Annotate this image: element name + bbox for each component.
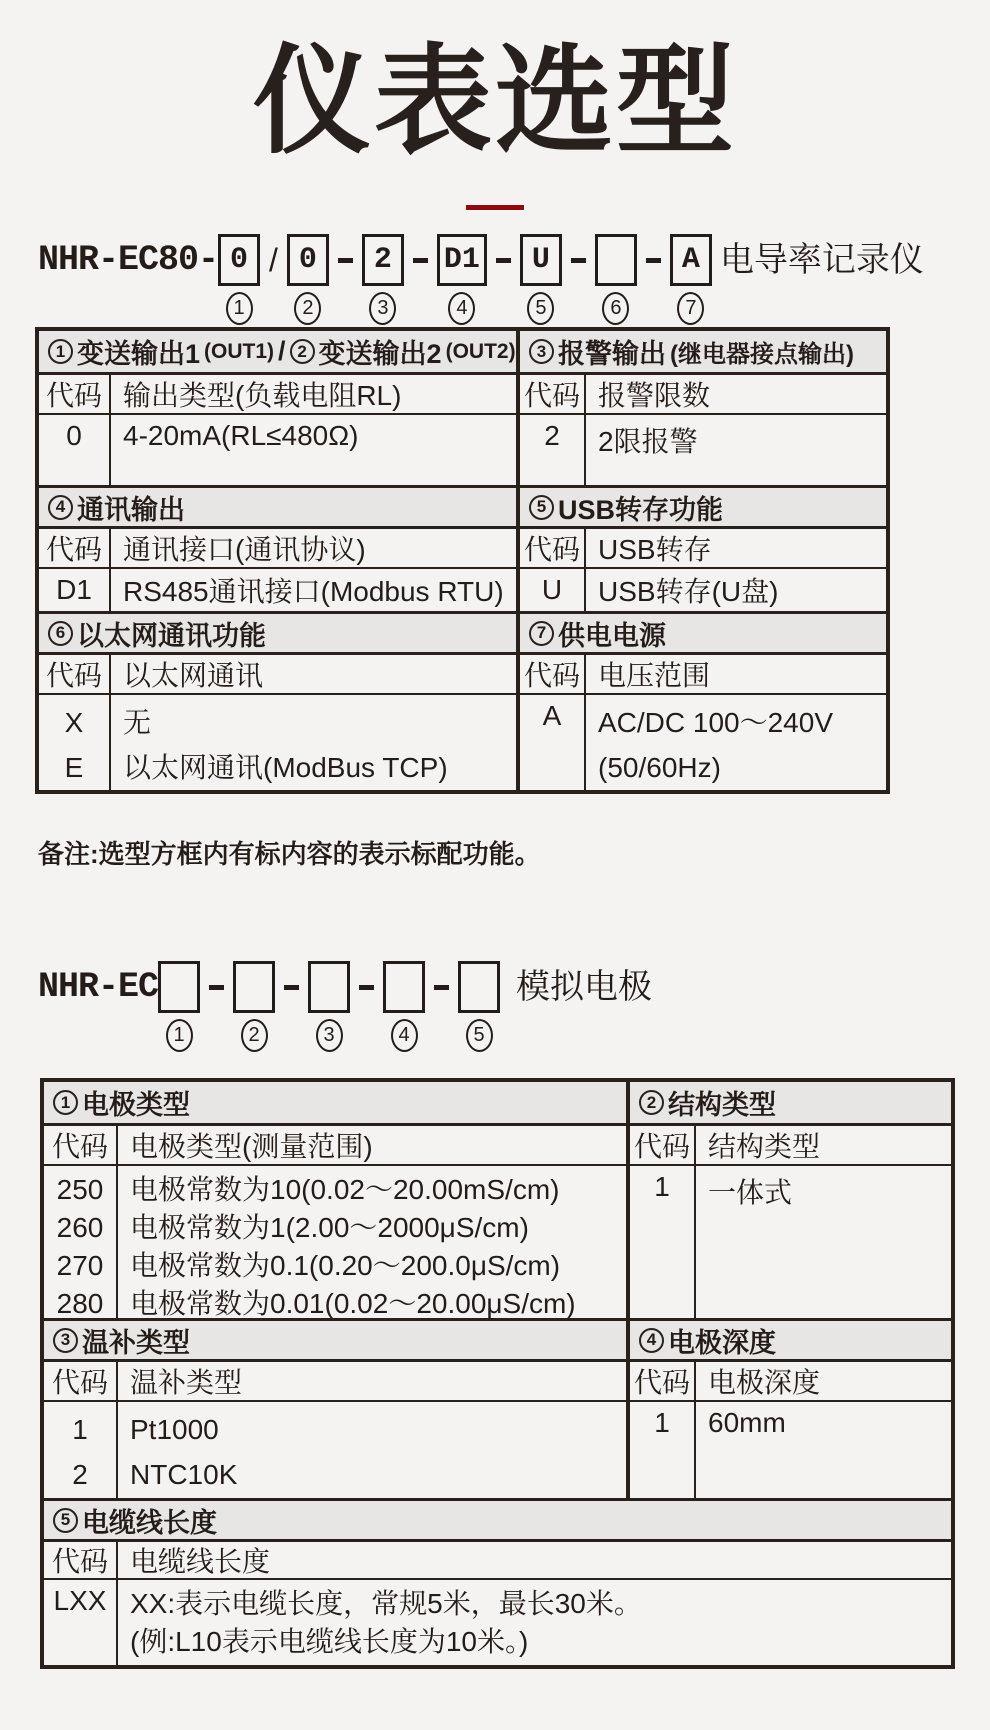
t1-s7-title: 供电电源 (558, 620, 666, 651)
t2-s4-code-value: 1 (626, 1402, 696, 1498)
dash-bar (571, 258, 586, 263)
circled-1-icon: 1 (48, 339, 73, 364)
circled-digit-2: 2 (241, 1019, 268, 1052)
code-unit-1 (158, 961, 200, 1052)
code-box-1: 0 (218, 234, 260, 286)
slash-text: / (269, 241, 278, 278)
t1-s12-title-a-sub: (OUT1) (204, 339, 275, 363)
t2-s1-desc-270: 电极常数为0.1(0.20～200.0μS/cm) (130, 1250, 561, 1282)
code-unit-5 (458, 961, 500, 1052)
t1-s6-title: 以太网通讯功能 (77, 620, 266, 651)
t2-s4-title: 电极深度 (668, 1327, 776, 1358)
t1-s6-code-x: X (64, 707, 84, 739)
t1-s3-title: 报警输出 (558, 339, 666, 370)
t1-s5-code-header: 代码 (516, 529, 586, 569)
t2-s1-desc-280: 电极常数为0.01(0.02～20.00μS/cm) (130, 1288, 576, 1319)
t2-s5-code-header: 代码 (44, 1542, 118, 1580)
code-unit-4 (383, 961, 425, 1052)
t1-s12-title-b-sub: (OUT2) (445, 339, 516, 363)
t2-s3-code-values (44, 1402, 118, 1498)
circled-5-icon: 5 (53, 1508, 78, 1533)
t2-s5-desc-values (118, 1580, 951, 1665)
circled-7-icon: 7 (529, 621, 554, 646)
circled-digit-3: 3 (316, 1019, 343, 1052)
dash-bar (209, 985, 224, 990)
t2-s3-desc-2: NTC10K (130, 1459, 238, 1491)
t1-s5-desc-header: USB转存 (586, 529, 886, 569)
code-unit-5 (520, 234, 562, 325)
dash-separator (646, 234, 661, 286)
dash-separator (496, 234, 511, 286)
t2-s2-title: 结构类型 (668, 1090, 776, 1121)
t1-s6-desc-x: 无 (123, 707, 152, 739)
t2-s4-code-header: 代码 (626, 1362, 696, 1402)
t2-s3-code-1: 1 (72, 1414, 88, 1446)
t1-s5-desc-value: USB转存(U盘) (598, 576, 779, 608)
dash-bar (434, 985, 449, 990)
code-unit-3 (308, 961, 350, 1052)
note-text: 备注:选型方框内有标内容的表示标配功能。 (38, 839, 541, 870)
t2-s3-desc-values (118, 1402, 626, 1498)
t2-s2-code-header: 代码 (626, 1126, 696, 1166)
circled-3-icon: 3 (529, 339, 554, 364)
circled-3-icon: 3 (53, 1328, 78, 1353)
recorder-model-suffix: 电导率记录仪 (719, 241, 924, 280)
dash-separator (571, 234, 586, 286)
t2-s4-desc-value: 60mm (708, 1407, 786, 1439)
circled-4-icon: 4 (48, 495, 73, 520)
t2-s2-desc-value: 一体式 (708, 1177, 793, 1209)
t1-s3-desc-value: 2限报警 (598, 426, 698, 458)
t2-section-tempcomp-header (44, 1318, 626, 1362)
circled-digit-1: 1 (166, 1019, 193, 1052)
t1-s3-title-sub: (继电器接点输出) (670, 341, 854, 369)
code-unit-2 (287, 234, 329, 325)
t2-s3-code-header: 代码 (44, 1362, 118, 1402)
t1-s3-code-header: 代码 (516, 375, 586, 415)
circled-digit-1: 1 (226, 292, 253, 325)
dash-separator (284, 961, 299, 1013)
t2-s1-code-250: 250 (56, 1174, 104, 1206)
t1-s4-code-value: D1 (39, 569, 111, 611)
electrode-selection-table (40, 1078, 955, 1669)
t1-s12-desc-value: 4-20mA(RL≤480Ω) (123, 420, 359, 452)
t2-s5-title: 电缆线长度 (82, 1507, 217, 1538)
t1-s7-code-header: 代码 (516, 655, 586, 695)
t2-s5-cable-desc: XX:表示电缆长度，常规5米，最长30米。 (130, 1588, 642, 1620)
t1-s7-voltage: AC/DC 100～240V (598, 707, 834, 739)
circled-digit-4: 4 (391, 1019, 418, 1052)
circled-2-icon: 2 (639, 1090, 664, 1115)
t1-s7-code-value: A (516, 695, 586, 790)
t1-section-ethernet-header (39, 611, 516, 655)
electrode-model-prefix: NHR-EC (38, 967, 159, 1008)
dash-bar (359, 985, 374, 990)
t2-section-structure-header (626, 1082, 951, 1126)
code-box-2: 0 (287, 234, 329, 286)
code-box-4 (383, 961, 425, 1013)
t1-s7-frequency: (50/60Hz) (598, 752, 721, 784)
t2-s5-desc-header: 电缆线长度 (118, 1542, 951, 1580)
dash-bar (284, 985, 299, 990)
circled-digit-7: 7 (677, 292, 704, 325)
t2-s5-code-value: LXX (44, 1580, 118, 1665)
code-box-4: D1 (437, 234, 487, 286)
page-title: 仪表选型 (252, 36, 737, 168)
t2-s4-desc-header: 电极深度 (696, 1362, 951, 1402)
t2-s3-title: 温补类型 (82, 1327, 190, 1358)
t1-s12-title-b: 变送输出2 (318, 339, 442, 370)
t1-s4-code-header: 代码 (39, 529, 111, 569)
red-divider (466, 205, 524, 210)
t2-s1-desc-values (118, 1166, 626, 1318)
t1-s12-code-header: 代码 (39, 375, 111, 415)
t1-section-alarm-header (516, 331, 886, 375)
dash-bar (413, 258, 428, 263)
t1-s4-title: 通讯输出 (77, 494, 185, 525)
code-box-2 (233, 961, 275, 1013)
t1-s6-code-e: E (64, 752, 84, 784)
t2-section-depth-header (626, 1318, 951, 1362)
t2-s1-code-header: 代码 (44, 1126, 118, 1166)
t1-section-power-header (516, 611, 886, 655)
circled-2-icon: 2 (290, 339, 315, 364)
t2-s1-desc-250: 电极常数为10(0.02～20.00mS/cm) (130, 1174, 560, 1206)
circled-digit-6: 6 (602, 292, 629, 325)
t2-s3-desc-header: 温补类型 (118, 1362, 626, 1402)
electrode-model-code (38, 961, 990, 1052)
t1-s3-desc-header: 报警限数 (586, 375, 886, 415)
dash-separator (209, 961, 224, 1013)
dash-bar (496, 258, 511, 263)
t1-s6-desc-header: 以太网通讯 (111, 655, 516, 695)
t2-s1-desc-header: 电极类型(测量范围) (118, 1126, 626, 1166)
t1-s5-code-value: U (516, 569, 586, 611)
t1-s7-desc-header: 电压范围 (586, 655, 886, 695)
t2-s2-code-value: 1 (626, 1166, 696, 1318)
t2-s1-code-260: 260 (56, 1212, 104, 1244)
t1-section-output12-header (39, 331, 516, 375)
circled-digit-5: 5 (527, 292, 554, 325)
code-box-5: U (520, 234, 562, 286)
code-unit-3 (362, 234, 404, 325)
dash-separator (434, 961, 449, 1013)
t2-s3-code-2: 2 (72, 1459, 88, 1491)
code-unit-7 (670, 234, 712, 325)
t1-s5-title: USB转存功能 (558, 494, 724, 525)
code-box-1 (158, 961, 200, 1013)
dash-separator (359, 961, 374, 1013)
circled-1-icon: 1 (53, 1090, 78, 1115)
t2-section-electrode-header (44, 1082, 626, 1126)
t1-s6-desc-e: 以太网通讯(ModBus TCP) (123, 752, 448, 784)
circled-4-icon: 4 (639, 1328, 664, 1353)
t1-section-comm-header (39, 485, 516, 529)
code-box-7: A (670, 234, 712, 286)
t1-s4-desc-header: 通讯接口(通讯协议) (111, 529, 516, 569)
slash-separator (269, 234, 278, 286)
t2-s1-desc-260: 电极常数为1(2.00～2000μS/cm) (130, 1212, 529, 1244)
t1-s7-desc-value (586, 695, 886, 790)
circled-digit-3: 3 (369, 292, 396, 325)
t1-s3-code-value: 2 (516, 415, 586, 485)
t1-s6-desc-values (111, 695, 516, 790)
code-box-5 (458, 961, 500, 1013)
t1-s12-title-a: 变送输出1 (77, 339, 201, 370)
code-box-3 (308, 961, 350, 1013)
t1-s12-slash: / (278, 336, 286, 367)
electrode-model-suffix: 模拟电极 (516, 968, 653, 1007)
dash-bar (338, 258, 353, 263)
code-box-3: 2 (362, 234, 404, 286)
circled-6-icon: 6 (48, 621, 73, 646)
circled-5-icon: 5 (529, 495, 554, 520)
t1-s4-desc-value: RS485通讯接口(Modbus RTU) (123, 576, 504, 608)
t2-s1-title: 电极类型 (82, 1090, 190, 1121)
t2-section-cable-header (44, 1498, 951, 1542)
t1-s6-code-values (39, 695, 111, 790)
t1-s12-code-value: 0 (39, 415, 111, 485)
code-box-6 (595, 234, 637, 286)
circled-digit-5: 5 (466, 1019, 493, 1052)
code-unit-1 (218, 234, 260, 325)
code-unit-4 (437, 234, 487, 325)
code-unit-2 (233, 961, 275, 1052)
recorder-model-code (38, 234, 990, 325)
t1-s6-code-header: 代码 (39, 655, 111, 695)
t2-s3-desc-1: Pt1000 (130, 1414, 219, 1446)
circled-digit-2: 2 (294, 292, 321, 325)
t2-s1-code-280: 280 (56, 1288, 104, 1319)
circled-digit-4: 4 (448, 292, 475, 325)
dash-separator (338, 234, 353, 286)
t1-s12-desc-header: 输出类型(负载电阻RL) (111, 375, 516, 415)
t1-section-usb-header (516, 485, 886, 529)
recorder-selection-table (35, 327, 890, 794)
t2-s5-cable-example: (例:L10表示电缆线长度为10米。) (130, 1626, 529, 1658)
recorder-model-prefix: NHR-EC80- (38, 240, 219, 281)
code-unit-6 (595, 234, 637, 325)
dash-separator (413, 234, 428, 286)
dash-bar (646, 258, 661, 263)
t2-s1-code-270: 270 (56, 1250, 104, 1282)
t2-s1-code-values (44, 1166, 118, 1318)
t2-s2-desc-header: 结构类型 (696, 1126, 951, 1166)
